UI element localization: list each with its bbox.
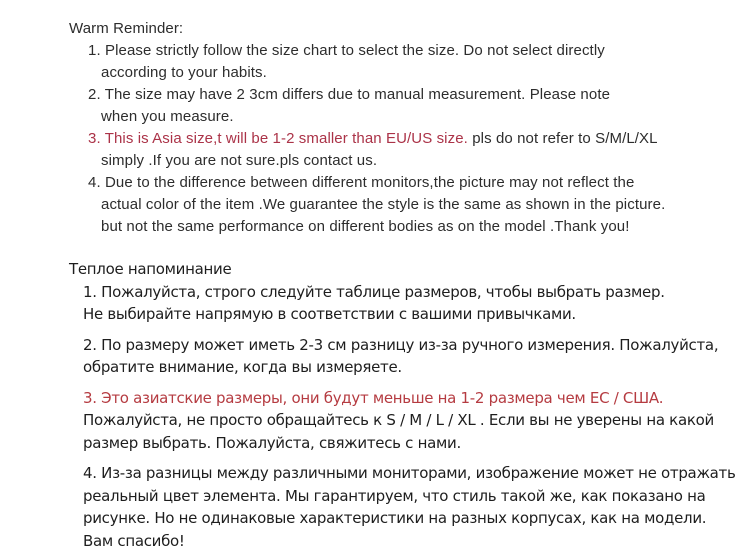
ru-item2 xyxy=(0,334,750,379)
ru-item3 xyxy=(0,387,750,455)
en-item3-rest-text: pls do not refer to S/M/L/XL xyxy=(467,130,658,147)
ru-item3-line1: 3. Это азиатские размеры, они будут меньше на 1-2 размера чем ЕС / США. xyxy=(83,388,664,407)
en-heading: Warm Reminder: xyxy=(69,20,184,37)
ru-item4-line1: 4. Из-за разницы между различными мониторами, изображение может не отражать xyxy=(83,464,736,482)
ru-item4 xyxy=(0,462,750,552)
en-item2-line2: when you measure. xyxy=(101,108,234,125)
ru-item1 xyxy=(0,281,750,326)
english-section xyxy=(0,0,750,238)
ru-item1-line2: Не выбирайте напрямую в соответствии с вашими привычками. xyxy=(83,305,576,323)
en-item3-line2: simply .If you are not sure.pls contact us. xyxy=(101,152,378,169)
russian-section xyxy=(0,258,750,552)
ru-item3-line3: размер выбрать. Пожалуйста, свяжитесь с нами. xyxy=(83,433,461,452)
ru-heading: Теплое напоминание xyxy=(69,260,232,278)
ru-item2-line1: 2. По размеру может иметь 2-3 см разницу из-за ручного измерения. Пожалуйста, xyxy=(83,335,719,354)
ru-item3-line2: Пожалуйста, не просто обращайтесь к S / M / L / XL . Если вы не уверены на какой xyxy=(83,411,714,429)
en-item4-line2: actual color of the item .We guarantee the style is the same as shown in the picture. xyxy=(101,196,666,213)
ru-item4-line3: рисунке. Но не одинаковые характеристики на разных корпусах, как на модели. xyxy=(83,509,707,527)
en-item2-line1: 2. The size may have 2 3cm differs due to manual measurement. Please note xyxy=(88,86,611,103)
en-item3-red-text: 3. This is Asia size,t will be 1-2 smaller than EU/US size. xyxy=(88,130,468,147)
en-item4-line1: 4. Due to the difference between different monitors,the picture may not reflect the xyxy=(88,174,635,191)
en-item1-line2: according to your habits. xyxy=(101,64,267,81)
ru-item4-line4: Вам спасибо! xyxy=(83,531,185,550)
en-item4-line3: but not the same performance on different bodies as on the model .Thank you! xyxy=(101,218,630,235)
ru-item2-line2: обратите внимание, когда вы измеряете. xyxy=(83,358,402,376)
en-item1-line1: 1. Please strictly follow the size chart to select the size. Do not select directly xyxy=(88,42,605,59)
en-item3-line1 xyxy=(88,128,750,150)
ru-item4-line2: реальный цвет элемента. Мы гарантируем, что стиль такой же, как показано на xyxy=(83,486,706,505)
ru-item1-line1: 1. Пожалуйста, строго следуйте таблице размеров, чтобы выбрать размер. xyxy=(83,282,665,301)
